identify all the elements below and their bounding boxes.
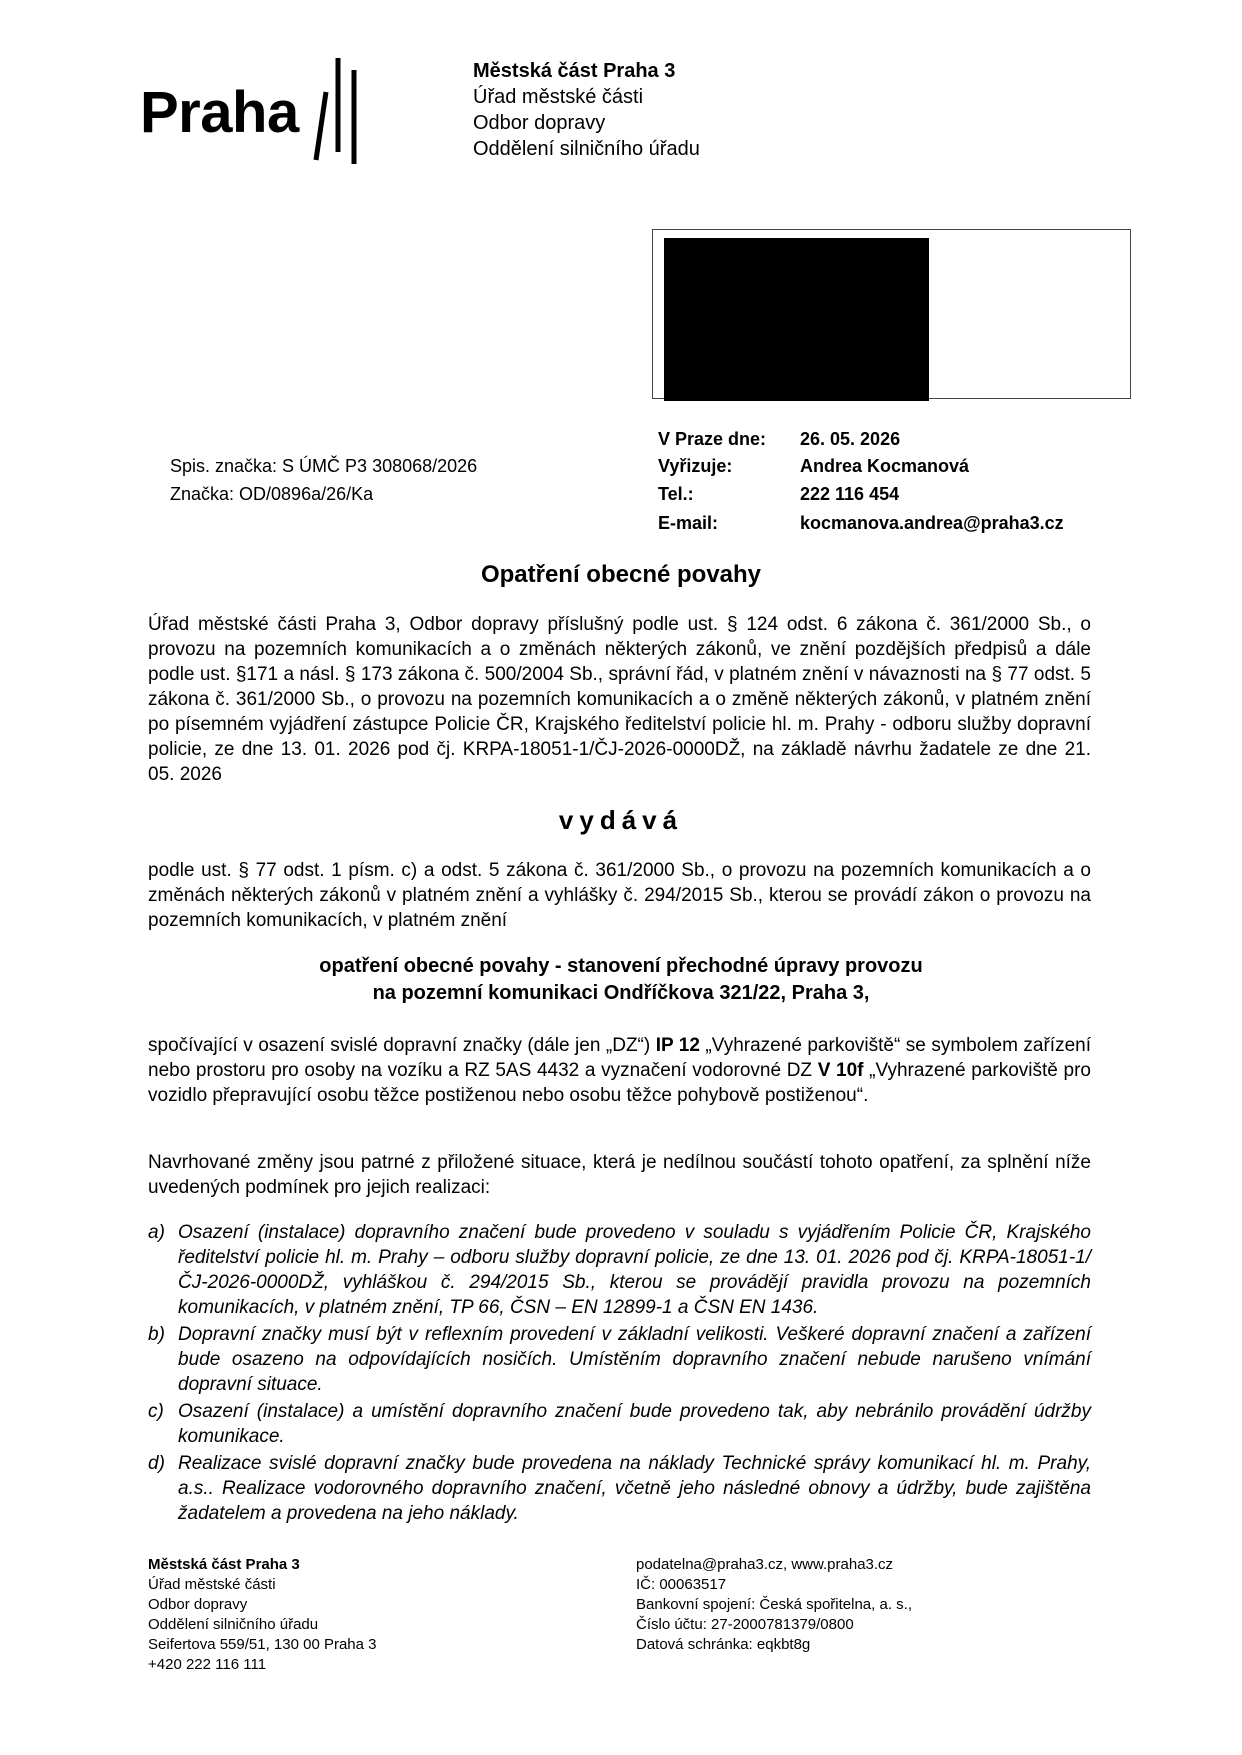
document-title: Opatření obecné povahy <box>480 561 762 588</box>
date-label: V Praze dne: <box>658 429 767 449</box>
footer-department: Odbor dopravy <box>148 1596 248 1613</box>
footer-section: Oddělení silničního úřadu <box>148 1616 319 1633</box>
condition-letter: d) <box>148 1453 165 1474</box>
condition-item <box>148 1322 1091 1397</box>
desc-part-3: „Vyhrazené parkoviště pro vozidlo přepravující osobu těžce postiženou nebo osobu těžce pohybově postiženou“. <box>148 1060 1091 1106</box>
sign-code-ip12: IP 12 <box>655 1035 700 1056</box>
condition-text: Osazení (instalace) a umístění dopravního značení bude provedeno tak, aby nebránilo provádění údržby komunikace. <box>178 1401 1091 1447</box>
issues-heading: vydává <box>558 805 684 835</box>
footer-email-web[interactable]: podatelna@praha3.cz, www.praha3.cz <box>636 1556 894 1573</box>
footer-databox: Datová schránka: eqkbt8g <box>636 1636 811 1653</box>
redaction-block <box>664 238 929 401</box>
subject-line-1: opatření obecné povahy - stanovení přechodné úpravy provozu <box>319 955 923 977</box>
logo-wordmark: Praha <box>140 80 299 145</box>
date-value: 26. 05. 2026 <box>800 429 901 449</box>
office-header <box>473 58 700 162</box>
reference-mark: Značka: OD/0896a/26/Ka <box>170 484 374 504</box>
email-value[interactable]: kocmanova.andrea@praha3.cz <box>800 513 1064 533</box>
footer-account: Číslo účtu: 27-2000781379/0800 <box>636 1616 854 1633</box>
footer-address: Seifertova 559/51, 130 00 Praha 3 <box>148 1636 377 1653</box>
condition-letter: a) <box>148 1222 165 1243</box>
measure-subject <box>0 953 1242 1007</box>
footer-municipality: Městská část Praha 3 <box>148 1556 300 1573</box>
header-section: Oddělení silničního úřadu <box>473 138 700 160</box>
footer-office: Úřad městské části <box>148 1576 276 1593</box>
condition-item <box>148 1220 1091 1320</box>
intro-paragraph: Úřad městské části Praha 3, Odbor dopravy příslušný podle ust. § 124 odst. 6 zákona č. 361/2000 Sb., o provozu na pozemních komunikacích a o změnách některých zákonů, ve znění pozdějších předpisů a dále podle ust. §171 a násl. § 173 zákona č. 500/2004 Sb., správní řád, v platném znění v návaznosti na § 77 odst. 5 zákona č. 361/2000 Sb., o provozu na pozemních komunikacích a o změně některých zákonů, v platném znění po písemném vyjádření zástupce Policie ČR, Krajského ředitelství policie hl. m. Prahy - odboru služby dopravní policie, ze dne 13. 01. 2026 pod čj. KRPA-18051-1/ČJ-2026-0000DŽ, na základě návrhu žadatele ze dne 21. 05. 2026 <box>148 614 1091 785</box>
handler-label: Vyřizuje: <box>658 456 733 476</box>
tel-value: 222 116 454 <box>800 484 900 504</box>
logo-bars-icon <box>304 52 394 164</box>
proposed-changes-paragraph: Navrhované změny jsou patrné z přiložené situace, která je nedílnou součástí tohoto opatření, za splnění níže uvedených podmínek pro jejich realizaci: <box>148 1152 1091 1198</box>
praha-logo <box>140 52 390 164</box>
condition-item <box>148 1451 1091 1526</box>
condition-text: Realizace svislé dopravní značky bude provedena na náklady Technické správy komunikací hl. m. Prahy, a.s.. Realizace vodorovného dopravního značení, včetně jeho následné obnovy a údržby, bude zajištěna žadatelem a provedena na jeho náklady. <box>178 1453 1091 1524</box>
header-department: Odbor dopravy <box>473 112 606 134</box>
condition-letter: b) <box>148 1324 165 1345</box>
handler-value: Andrea Kocmanová <box>800 456 970 476</box>
footer-phone: +420 222 116 111 <box>148 1656 267 1673</box>
condition-text: Osazení (instalace) dopravního značení bude provedeno v souladu s vyjádřením Policie ČR, Krajského ředitelství policie hl. m. Prahy – odboru služby dopravní policie, ze dne 13. 01. 2026 pod čj. KRPA-18051-1/ČJ-2026-0000DŽ, vyhláškou č. 294/2015 Sb., kterou se provádějí pravidla provozu na pozemních komunikacích, v platném znění, TP 66, ČSN – EN 12899-1 a ČSN EN 1436. <box>178 1222 1091 1318</box>
footer-contact-info <box>636 1555 912 1655</box>
sign-code-v10f: V 10f <box>817 1060 864 1081</box>
condition-item <box>148 1399 1091 1449</box>
tel-label: Tel.: <box>658 484 694 504</box>
subject-line-2: na pozemní komunikaci Ondříčkova 321/22, Praha 3, <box>372 982 870 1004</box>
condition-text: Dopravní značky musí být v reflexním provedení v základní velikosti. Veškeré dopravní značení a zařízení bude osazeno na odpovídajících nosičích. Umístěním dopravního značení nebude narušeno vnímání dopravní situace. <box>178 1324 1091 1395</box>
email-label: E-mail: <box>658 513 719 533</box>
header-municipality: Městská část Praha 3 <box>473 60 676 82</box>
desc-part-1: spočívající v osazení svislé dopravní značky (dále jen „DZ“) <box>148 1035 656 1056</box>
footer-office-info <box>148 1555 377 1675</box>
desc-part-2: „Vyhrazené parkoviště“ se symbolem zařízení nebo prostoru pro osoby na vozíku a RZ 5AS 4432 a vyznačení vodorovné DZ <box>148 1035 1091 1081</box>
measure-description <box>148 1033 1091 1108</box>
file-reference: Spis. značka: S ÚMČ P3 308068/2026 <box>170 456 478 476</box>
footer-ico: IČ: 00063517 <box>636 1576 727 1593</box>
conditions-list <box>148 1220 1091 1528</box>
legal-basis-paragraph: podle ust. § 77 odst. 1 písm. c) a odst. 5 zákona č. 361/2000 Sb., o provozu na pozemních komunikacích a o změnách některých zákonů v platném znění a vyhlášky č. 294/2015 Sb., kterou se provádí zákon o provozu na pozemních komunikacích, v platném znění <box>148 860 1091 931</box>
condition-letter: c) <box>148 1401 164 1422</box>
header-office: Úřad městské části <box>473 86 644 108</box>
footer-bank: Bankovní spojení: Česká spořitelna, a. s., <box>636 1596 912 1613</box>
